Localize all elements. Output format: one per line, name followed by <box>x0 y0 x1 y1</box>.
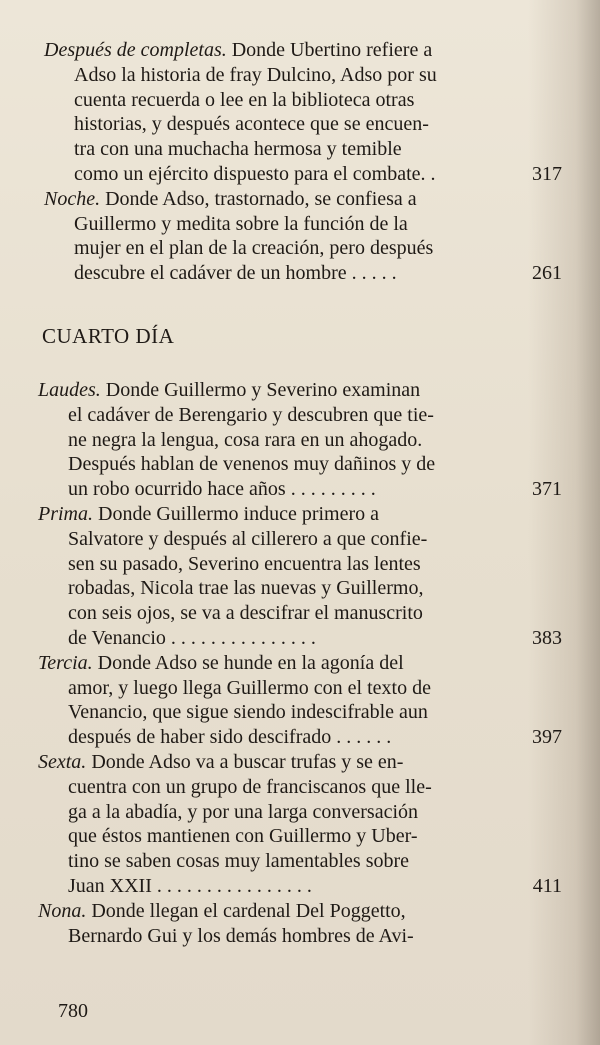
entry-last-line: Juan XXII . . . . . . . . . . . . . . . . <box>68 874 312 897</box>
entry-line: Salvatore y después al cillerero a que confie- <box>68 527 428 550</box>
entry-line: el cadáver de Berengario y descubren que tie- <box>68 403 434 426</box>
entry-line: amor, y luego llega Guillermo con el texto de <box>68 676 431 699</box>
entry-label: Nona. <box>38 899 87 922</box>
entry-line: Adso la historia de fray Dulcino, Adso por su <box>74 63 437 86</box>
toc-entry-nona <box>38 899 562 949</box>
toc-entry-tercia <box>38 651 562 750</box>
toc-entry-laudes <box>38 378 562 502</box>
entry-line: tino se saben cosas muy lamentables sobre <box>68 850 410 873</box>
entry-line: Después hablan de venenos muy dañinos y de <box>68 453 436 476</box>
entry-line: Donde llegan el cardenal Del Poggetto, <box>91 899 406 922</box>
entry-line: tra con una muchacha hermosa y temible <box>74 138 402 161</box>
entry-line: Venancio, que sigue siendo indescifrable aun <box>68 701 428 724</box>
entry-line: Donde Adso se hunde en la agonía del <box>97 651 404 674</box>
entry-line: ga a la abadía, y por una larga conversación <box>68 800 419 823</box>
entry-last-line: de Venancio . . . . . . . . . . . . . . . <box>68 626 316 649</box>
entry-last-line: un robo ocurrido hace años . . . . . . . . . <box>68 478 376 501</box>
entry-line: Bernardo Gui y los demás hombres de Avi- <box>68 924 414 947</box>
entry-line: cuentra con un grupo de franciscanos que lle- <box>68 775 432 798</box>
page-number: 261 <box>532 262 562 285</box>
entry-last-line: después de haber sido descifrado . . . . . . <box>68 726 392 749</box>
page-number: 371 <box>532 478 562 501</box>
entry-line: robadas, Nicola trae las nuevas y Guillermo, <box>68 577 424 600</box>
entry-label: Noche. <box>44 187 101 210</box>
entry-line: con seis ojos, se va a descifrar el manuscrito <box>68 602 423 625</box>
toc-day-entries <box>38 378 562 948</box>
entry-line: que éstos mantienen con Guillermo y Uber- <box>68 825 418 848</box>
folio-page-number: 780 <box>58 1000 88 1022</box>
entry-label: Tercia. <box>38 651 93 674</box>
toc-entry-sexta <box>38 750 562 899</box>
entry-line: cuenta recuerda o lee en la biblioteca otras <box>74 88 415 111</box>
entry-line: historias, y después acontece que se encuen- <box>74 113 429 136</box>
entry-label: Laudes. <box>38 379 101 401</box>
page-number: 411 <box>532 874 562 897</box>
entry-label: Después de completas. <box>44 39 227 61</box>
toc-entry-prima <box>38 502 562 651</box>
entry-line: mujer en el plan de la creación, pero después <box>74 237 434 260</box>
entry-line: Guillermo y medita sobre la función de la <box>74 212 408 235</box>
entry-label: Sexta. <box>38 750 87 773</box>
entry-line: Donde Ubertino refiere a <box>231 39 433 61</box>
entry-line: Donde Adso va a buscar trufas y se en- <box>91 750 404 773</box>
toc-top-entries <box>44 38 562 286</box>
page-number: 397 <box>532 726 562 749</box>
entry-last-line: como un ejército dispuesto para el combate. . <box>74 162 436 185</box>
page-number: 383 <box>532 626 562 649</box>
entry-last-line: descubre el cadáver de un hombre . . . . . <box>74 262 397 285</box>
section-heading: CUARTO DÍA <box>42 324 175 348</box>
page-number: 317 <box>532 162 562 185</box>
entry-line: Donde Adso, trastornado, se confiesa a <box>105 187 417 210</box>
toc-entry-noche <box>44 187 562 286</box>
toc-entry-despues-de-completas <box>44 38 562 187</box>
entry-line: Donde Guillermo induce primero a <box>98 502 380 525</box>
entry-line: sen su pasado, Severino encuentra las lentes <box>68 552 421 575</box>
entry-label: Prima. <box>38 502 93 525</box>
entry-line: Donde Guillermo y Severino examinan <box>105 379 421 401</box>
entry-line: ne negra la lengua, cosa rara en un ahogado. <box>68 428 423 451</box>
